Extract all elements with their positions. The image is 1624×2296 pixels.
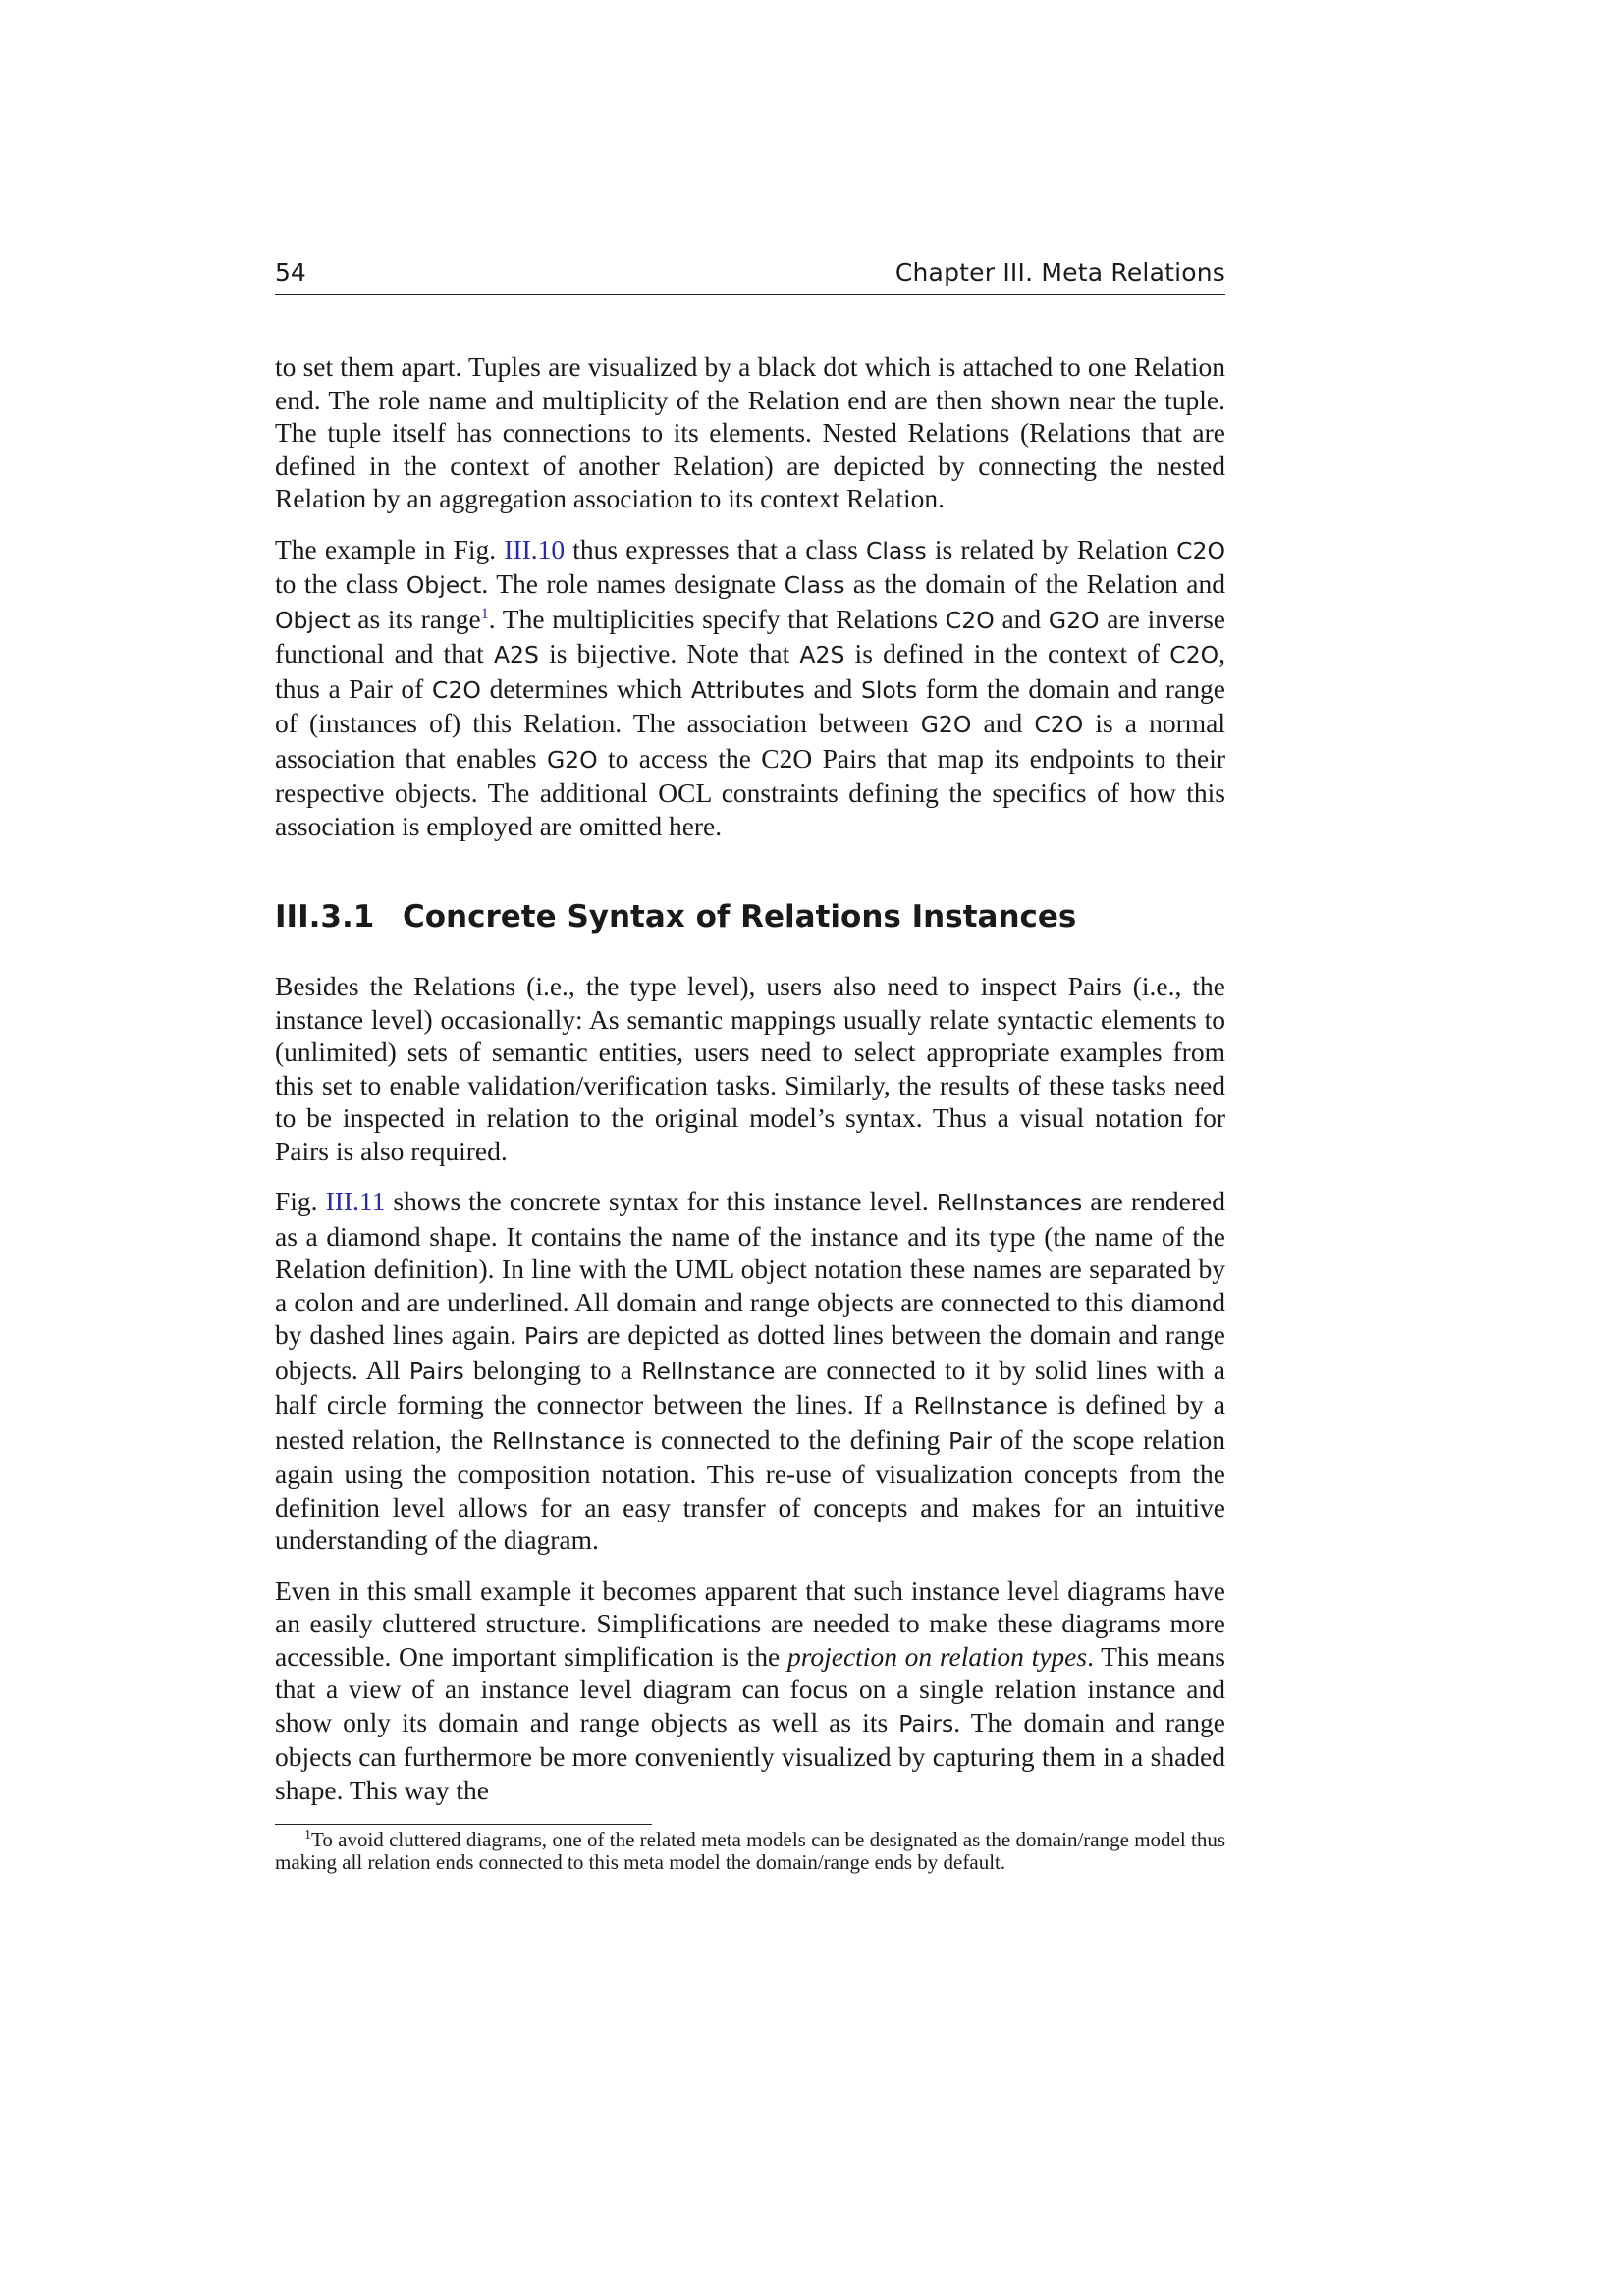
text-run: shows the concrete syntax for this instance level.: [385, 1186, 937, 1216]
code-term: A2S: [799, 641, 845, 668]
code-term: RelInstances: [936, 1189, 1083, 1216]
text-run: is connected to the defining: [625, 1423, 949, 1455]
paragraph-3: [275, 970, 1225, 1167]
text-run: is bijective. Note that: [538, 638, 800, 668]
footnote-divider: [275, 1824, 652, 1825]
page: [275, 253, 1225, 1874]
code-term: C2O: [1169, 641, 1219, 668]
text-run: is defined in the context of: [844, 638, 1170, 668]
paragraph-1-text: to set them apart. Tuples are visualized by a black dot which is attached to one Relation end. The role name and multiplicity of the Relation end are then shown near the tuple. The tuple itself has connections to its elements. Nested Relations (Relations that are defined in the context of another Relation) are depicted by connecting the nested Relation by an aggregation association to its context Relation.: [275, 351, 1225, 513]
paragraph-3-text: Besides the Relations (i.e., the type level), users also need to inspect Pairs (i.e., the instance level) occasionally: As semantic mappings usually relate syntactic elements to (unlimited) sets of semantic entities, users need to select appropriate examples from this set to enable validation/verification tasks. Similarly, the results of these tasks need to be inspected in relation to the original model’s syntax. Thus a visual notation for Pairs is also required.: [275, 971, 1225, 1166]
section-title: Concrete Syntax of Relations Instances: [403, 899, 1077, 934]
code-term: RelInstance: [913, 1392, 1048, 1419]
text-run: to the class: [275, 568, 406, 599]
text-run: form the domain and range of (instances of) this Relation. The association between: [275, 672, 1225, 738]
text-run: is a normal association that enables: [275, 708, 1225, 774]
footnote-text: To avoid cluttered diagrams, one of the related meta models can be designated as the domain/range model thus making all relation ends connected to this meta model the domain/range ends by default.: [275, 1828, 1225, 1874]
code-term: Attributes: [690, 675, 805, 704]
text-run: are depicted as dotted lines between the domain and range objects. All: [275, 1319, 1225, 1385]
code-term: C2O: [1176, 536, 1225, 564]
text-run: Even in this small example it becomes apparent that such instance level diagrams have an easily cluttered structure. Simplifications are needed to make these diagrams more accessible. One important simplification is the: [275, 1575, 1225, 1672]
text-run: is defined by a nested relation, the: [275, 1389, 1225, 1455]
figure-ref-link[interactable]: III.11: [325, 1186, 386, 1216]
text-run: thus expresses that a class: [565, 533, 866, 564]
code-term: Object: [406, 571, 482, 599]
code-term: A2S: [493, 641, 539, 668]
text-run: . The role names designate: [481, 568, 785, 599]
text-run: are rendered as a diamond shape. It contains the name of the instance and its type (the name of the Relation definition). In line with the UML object notation these names are separated by a colon and are underlined. All domain and range objects are connected to this diamond by dashed lines again.: [275, 1186, 1225, 1350]
text-run: Fig.: [275, 1186, 326, 1216]
code-term: G2O: [546, 745, 598, 774]
text-run: , thus a Pair of: [275, 638, 1226, 704]
code-term: Object: [275, 606, 351, 634]
text-run: and: [971, 708, 1035, 738]
text-run: to access the C2O Pairs that map its endpoints to their respective objects. The additional OCL constraints defining the specifics of how this association is employed are omitted here.: [275, 742, 1225, 841]
code-term: G2O: [1048, 606, 1100, 634]
text-run: The example in Fig.: [275, 533, 505, 564]
text-run: of the scope relation again using the composition notation. This re-use of visualization concepts from the definition level allows for an easy transfer of concepts and makes for an intuitive understanding of the diagram.: [275, 1423, 1226, 1555]
code-term: Slots: [860, 675, 918, 704]
figure-ref-link[interactable]: III.10: [504, 533, 566, 564]
paragraph-4: [275, 1185, 1225, 1557]
text-run: belonging to a: [463, 1354, 642, 1385]
code-term: Pairs: [898, 1709, 954, 1737]
footnote-mark: 1: [304, 1828, 311, 1842]
paragraph-2: [275, 533, 1225, 843]
paragraph-1: [275, 350, 1225, 515]
text-run: . This means that a view of an instance level diagram can focus on a single relation instance and show only its domain and range objects as well as its: [275, 1640, 1225, 1737]
text-run: are inverse functional and that: [275, 603, 1225, 668]
text-run: is related by Relation: [926, 533, 1177, 564]
code-term: Pairs: [523, 1322, 579, 1350]
section-number: III.3.1: [275, 899, 375, 934]
code-term: RelInstance: [491, 1426, 626, 1455]
text-run: . The multiplicities specify that Relations: [488, 603, 946, 634]
emphasis: projection on relation types: [786, 1640, 1088, 1672]
code-term: Class: [784, 571, 845, 599]
chapter-title: Chapter III. Meta Relations: [894, 258, 1225, 287]
code-term: RelInstance: [641, 1357, 776, 1385]
code-term: Pairs: [408, 1357, 464, 1385]
section-heading: [275, 897, 1225, 936]
text-run: are connected to it by solid lines with a half circle forming the connector between the lines. If a: [275, 1354, 1225, 1419]
text-run: determines which: [480, 672, 691, 704]
text-run: and: [804, 672, 861, 704]
text-run: and: [994, 603, 1049, 634]
paragraph-5: [275, 1575, 1225, 1807]
code-term: G2O: [920, 711, 972, 738]
code-term: C2O: [945, 606, 995, 634]
text-run: as its range: [350, 603, 481, 634]
text-run: . The domain and range objects can furthermore be more conveniently visualized by capturing them in a shaded shape. This way the: [275, 1706, 1225, 1805]
footnote-marker-link[interactable]: 1: [480, 605, 489, 622]
footnote: [275, 1829, 1225, 1874]
running-head: [275, 253, 1225, 295]
code-term: C2O: [1034, 711, 1084, 738]
code-term: Pair: [948, 1426, 992, 1455]
page-number: 54: [275, 258, 306, 287]
code-term: C2O: [432, 675, 481, 704]
body-text: [275, 350, 1225, 1874]
code-term: Class: [865, 536, 927, 564]
text-run: as the domain of the Relation and: [844, 568, 1225, 599]
